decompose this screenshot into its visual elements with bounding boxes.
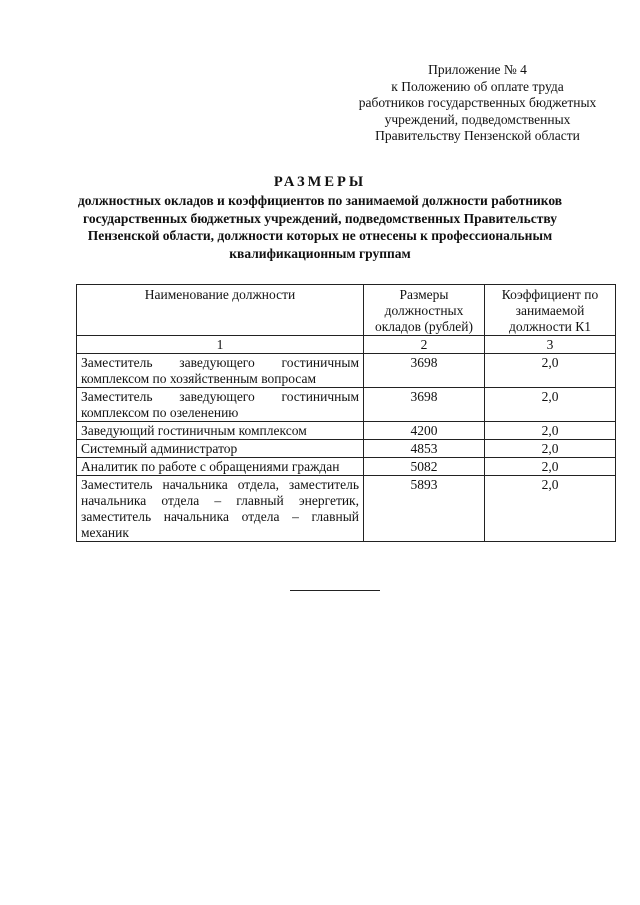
column-number-row [77, 336, 616, 354]
title-heading: РАЗМЕРЫ [273, 174, 367, 190]
salary-value: 3698 [364, 354, 485, 388]
document-title [60, 172, 580, 262]
position-name: Системный администратор [77, 440, 364, 458]
table-row [77, 476, 616, 542]
table-header-row [77, 285, 616, 336]
salary-value: 3698 [364, 388, 485, 422]
salary-value: 5893 [364, 476, 485, 542]
coefficient-value: 2,0 [485, 354, 616, 388]
salary-value: 4853 [364, 440, 485, 458]
appendix-line: Приложение № 4 [428, 62, 527, 77]
position-name: Заместитель начальника отдела, заместитель начальника отдела – главный энергетик, заместитель начальника отдела – главный механик [77, 476, 364, 542]
appendix-line: Правительству Пензенской области [375, 128, 580, 143]
position-name: Заведующий гостиничным комплексом [77, 422, 364, 440]
header-salary: Размеры должностных окладов (рублей) [364, 285, 485, 336]
position-name: Заместитель заведующего гостиничным комплексом по озеленению [77, 388, 364, 422]
appendix-line: к Положению об оплате труда [391, 78, 564, 94]
header-position: Наименование должности [77, 285, 364, 336]
appendix-block [330, 62, 625, 145]
closing-rule [290, 590, 380, 591]
column-number: 3 [485, 336, 616, 354]
table-row [77, 422, 616, 440]
coefficient-value: 2,0 [485, 440, 616, 458]
table-row [77, 388, 616, 422]
header-coefficient: Коэффициент по занимаемой должности К1 [485, 285, 616, 336]
coefficient-value: 2,0 [485, 422, 616, 440]
position-name: Заместитель заведующего гостиничным комплексом по хозяйственным вопросам [77, 354, 364, 388]
table-row [77, 354, 616, 388]
position-name: Аналитик по работе с обращениями граждан [77, 458, 364, 476]
salary-value: 4200 [364, 422, 485, 440]
title-subtitle: должностных окладов и коэффициентов по занимаемой должности работников государственных бюджетных учреждений, подведомственных Правительству Пензенской области, должности которых не отнесены к профессиональным квалификационным группам [77, 193, 563, 261]
table-row [77, 458, 616, 476]
appendix-line: учреждений, подведомственных [384, 111, 571, 127]
column-number: 1 [77, 336, 364, 354]
salary-table [76, 284, 616, 542]
coefficient-value: 2,0 [485, 476, 616, 542]
salary-value: 5082 [364, 458, 485, 476]
column-number: 2 [364, 336, 485, 354]
coefficient-value: 2,0 [485, 458, 616, 476]
appendix-line: работников государственных бюджетных [358, 95, 597, 110]
coefficient-value: 2,0 [485, 388, 616, 422]
table-row [77, 440, 616, 458]
